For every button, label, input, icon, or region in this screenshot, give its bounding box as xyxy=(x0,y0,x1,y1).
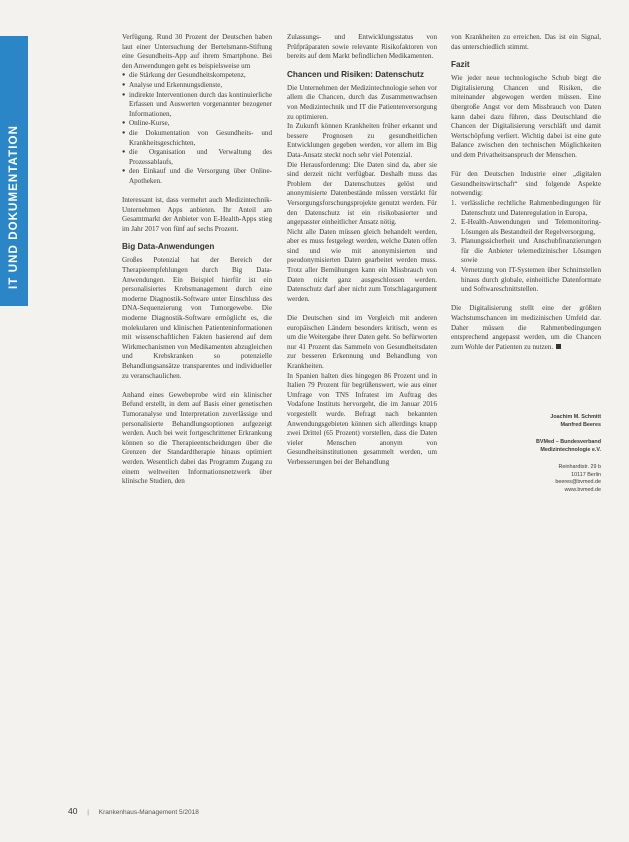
list-item: ● indirekte Interventionen durch das kontinuierliche Erfassen und Auswerten vorgenannter bezogener Informationen, xyxy=(122,91,272,120)
paragraph: In Zukunft können Krankheiten früher erkannt und bessere Prognosen zu gesundheitlichen Entwicklungen gegeben werden, vor allem im Big Data-Ansatz steckt noch sehr viel Potenzial. xyxy=(287,122,437,159)
list-number: 2. xyxy=(451,218,457,227)
section-heading: Chancen und Risiken: Datenschutz xyxy=(287,69,424,79)
text-column-2 xyxy=(287,33,437,468)
publication-name: Krankenhaus-Management 5/2018 xyxy=(98,809,199,816)
author-contact xyxy=(491,464,601,494)
page-footer xyxy=(68,806,199,816)
paragraph: Die Unternehmen der Medizintechnologie sehen vor allem die Chancen, durch das Zusammenwachsen von Medizintechnik und IT die Patientenversorgung zu optimieren. xyxy=(287,83,437,121)
paragraph: Nicht alle Daten müssen gleich behandelt werden, aber es muss festgelegt werden, welche Daten offen sind und wie mit anonymisierten und pseudonymisierten Daten gearbeitet werden muss. Trotz aller Bemühungen kann ein Missbrauch von Daten nicht ganz ausgeschlossen werden. Datenschutz darf aber nicht zum Totschlagargument werden. xyxy=(287,227,437,303)
text-column-1 xyxy=(122,33,272,487)
paragraph: Anhand eines Gewebeprobe wird ein klinischer Befund erstellt, in dem auf Basis einer genetischen Tumoranalyse und Interpretation zuverlässige und personalisierte Behandlungsoptionen aufgezeigt werden. Auch bei weit fortgeschrittener Erkrankung können so die Therapieentscheidungen über die Grenzen der Standardtherapie hinaus optimiert werden. Wesentlich dabei das Programm Zugang zu einem weltweiten Informationsnetzwerk über klinische Studien, den xyxy=(122,390,272,486)
text-column-3 xyxy=(451,33,601,494)
paragraph: von Krankheiten zu erreichen. Das ist ein Signal, das unterschiedlich stimmt. xyxy=(451,33,601,51)
paragraph: In Spanien halten dies hingegen 86 Prozent und in Italien 79 Prozent für begrüßenswert, wie aus einer Umfrage von TNS Infratest im Auftrag des Vodafone Instituts hervorgeht, die im Januar 2016 vorgestellt wurde. Befragt nach bekannten Anwendungsgebieten können sich allerdings knapp zwei Drittel (65 Prozent) vorstellen, dass die Daten vieler Menschen anonym von Gesundheitsinstitutionen gesammelt werden, um Verbesserungen bei der Behandlung xyxy=(287,371,437,466)
list-number: 1. xyxy=(451,198,457,207)
address-line: Reinhardtstr. 29 b xyxy=(558,464,601,471)
section-label: IT UND DOKUMENTATION xyxy=(8,124,20,290)
bullet-list xyxy=(122,71,272,186)
organization-line: BVMed – Bundesverband xyxy=(535,439,601,446)
list-item: ● Online-Kurse, xyxy=(122,119,272,129)
paragraph: Zulassungs- und Entwicklungsstatus von Prüfpräparaten sowie relevante Risikofaktoren von bereits auf dem Markt befindlichen Medikamenten. xyxy=(287,33,437,61)
website: www.bvmed.de xyxy=(564,486,601,493)
list-item-text: Vernetzung von IT-Systemen über Schnittstellen hinaus durch globale, einheitliche Datenformate und Softwareschnittstellen. xyxy=(461,266,601,294)
list-item xyxy=(451,218,601,237)
paragraph: Interessant ist, dass vermehrt auch Medizintechnik-Unternehmen Apps anbieten. Ihr Anteil am Gesamtmarkt der Anbieter von E-Health-Apps stieg im Jahr 2017 von fünf auf sechs Prozent. xyxy=(122,196,272,233)
list-item-text: verlässliche rechtliche Rahmenbedingungen für Datenschutz und Datenregulation in Europa, xyxy=(461,198,601,217)
email: beeres@bvmed.de xyxy=(555,479,601,486)
list-number: 4. xyxy=(451,266,457,275)
list-item: ● die Dokumentation von Gesundheits- und Krankheitsgeschichten, xyxy=(122,129,272,148)
paragraph xyxy=(451,304,601,352)
footer-separator: | xyxy=(87,809,89,816)
section-heading: Big Data-Anwendungen xyxy=(122,242,215,252)
author-organization xyxy=(491,439,601,454)
paragraph: Großes Potenzial hat der Bereich der Therapieempfehlungen durch Big Data-Anwendungen. Ein Beispiel hierfür ist ein personalisiertes Krebsmanagement durch eine moderne Diagnostik-Software unter Einschluss des DNA-Sequenzierung von Tumorgewebe. Die moderne Diagnostik-Software ermöglicht es, die molekularen und klinischen Patienteninformationen mit wissenschaftlichen Fakten basierend auf dem Wirkmechanismen von Medikamenten abzugleichen und Krebskranken so potenzielle Behandlungsansätze transparentes und individueller zu veranschaulichen. xyxy=(122,256,272,380)
section-heading: Fazit xyxy=(451,60,470,70)
author-names xyxy=(491,414,601,429)
list-item-text: Planungssicherheit und Anschubfinanzierungen für die Anbieter telemedizinischer Lösungen sowie xyxy=(461,237,601,265)
numbered-list xyxy=(451,199,601,295)
list-item xyxy=(451,266,601,295)
list-item: ● Analyse und Erkennungsdienste, xyxy=(122,81,272,91)
address-city: 10117 Berlin xyxy=(571,471,601,478)
paragraph: Die Deutschen sind im Vergleich mit anderen europäischen Ländern besonders kritisch, wenn es um die Weitergabe ihrer Daten geht. So befürworten nur 41 Prozent das Sammeln von Gesundheitsdaten zur besseren Erkennung und Behandlung von Krankheiten. xyxy=(287,314,437,370)
paragraph-text: Die Digitalisierung stellt eine der größten Wachstumschancen im medizinischen Umfeld dar. Daher müssen die Rahmenbedingungen entsprechend angepasst werden, um die Chancen zum Wohle der Patienten zu nutzen. xyxy=(451,304,601,351)
paragraph: Für den Deutschen Industrie einer „digitalen Gesundheitswirtschaft“ sind folgende Aspekte notwendig: xyxy=(451,170,601,198)
list-item xyxy=(451,199,601,218)
page-number: 40 xyxy=(68,806,78,816)
list-item-text: E-Health-Anwendungen und Telemonitoring-Lösungen als Bestandteil der Regelversorgung, xyxy=(461,218,601,236)
end-of-article-marker xyxy=(556,344,561,349)
list-item: ● die Stärkung der Gesundheitskompetenz, xyxy=(122,71,272,81)
organization-line: Medizintechnologie e.V. xyxy=(540,446,601,453)
author-name: Joachim M. Schmitt xyxy=(550,414,601,421)
list-number: 3. xyxy=(451,237,457,246)
paragraph: Die Herausforderung: Die Daten sind da, aber sie sind derzeit nicht verfügbar. Deshalb muss das Problem der Datenschutzes gelöst und anonymisierte Datenbestände müssen verstärkt für Versorgungsforschungsprojekte genutzt werden. Für den Datenschutz ist ein risikobasierter und angepasster einheitlicher Ansatz nötig. xyxy=(287,160,437,227)
list-item xyxy=(451,237,601,266)
author-name: Manfred Beeres xyxy=(560,421,601,428)
list-item: ● den Einkauf und die Versorgung über Online-Apotheken. xyxy=(122,167,272,186)
paragraph: Verfügung. Rund 30 Prozent der Deutschen haben laut einer Untersuchung der Bertelsmann-Stiftung eine Gesundheits-App auf ihrem Smartphone. Bei den Anwendungen geht es beispielsweise um xyxy=(122,33,272,70)
paragraph: Wie jeder neue technologische Schub birgt die Digitalisierung Chancen und Risiken, die miteinander abgewogen werden müssen. Eine übergroße Angst vor dem Missbrauch von Daten kann dabei dazu führen, dass Deutschland die Chancen der Digitalisierung verschläft und damit Wertschöpfung verliert. Wichtig dabei ist eine gute Balance zwischen den technischen Möglichkeiten und dem Privatheitsanspruch der Menschen. xyxy=(451,74,601,159)
list-item: ● die Organisation und Verwaltung des Prozessablaufs, xyxy=(122,148,272,167)
section-sidebar xyxy=(0,36,28,306)
